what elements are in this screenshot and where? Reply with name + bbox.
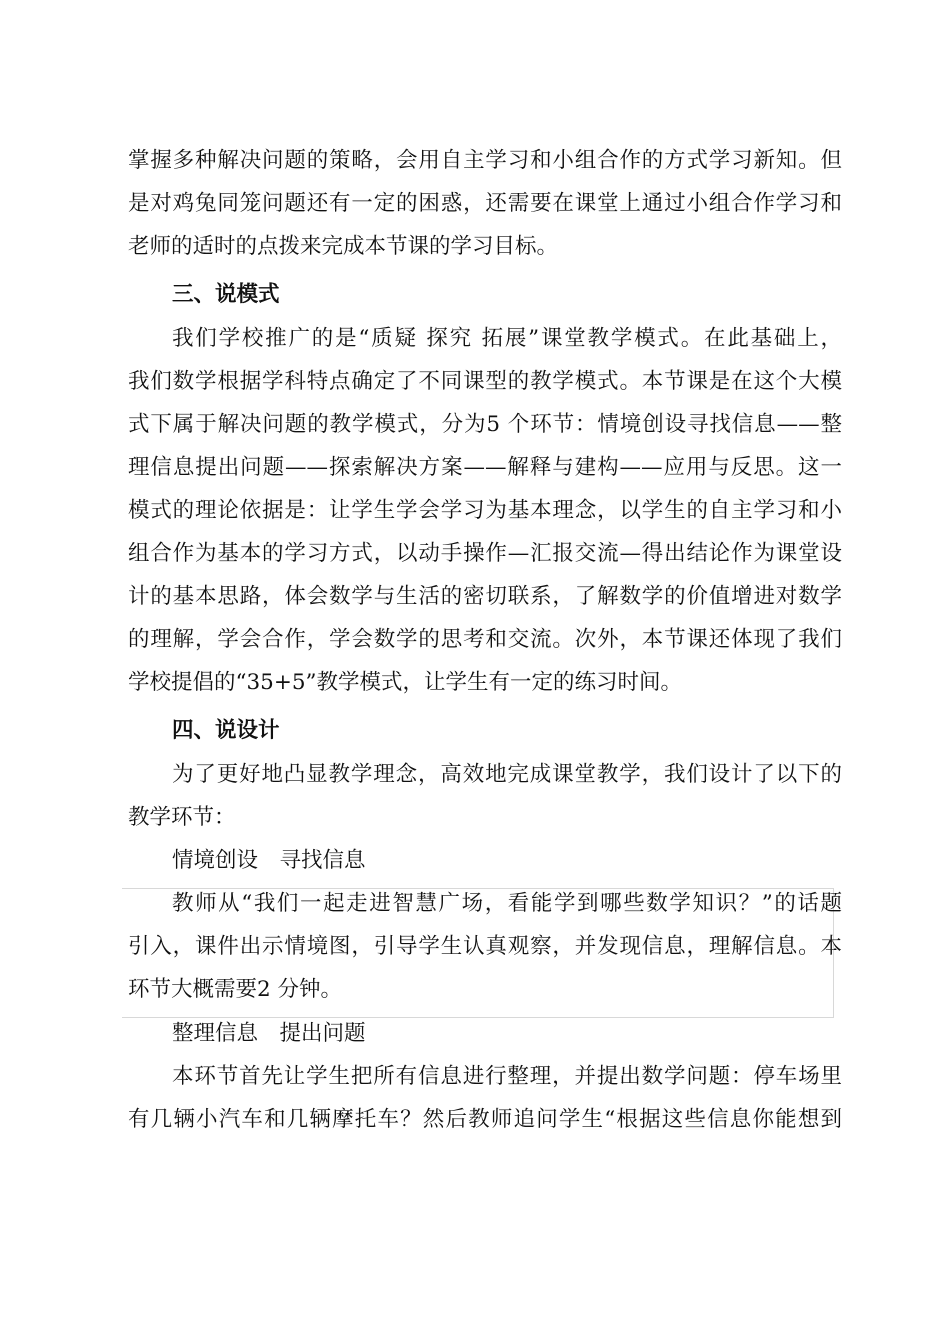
- section-heading-mode: 三、说模式: [172, 282, 280, 307]
- paragraph-line: 引入，课件出示情境图，引导学生认真观察，并发现信息，理解信息。本: [128, 934, 842, 959]
- section-heading-design: 四、说设计: [172, 718, 280, 743]
- paragraph-line: 本环节首先让学生把所有信息进行整理，并提出数学问题：停车场里: [172, 1064, 842, 1089]
- paragraph-line: 是对鸡兔同笼问题还有一定的困惑，还需要在课堂上通过小组合作学习和: [128, 191, 842, 216]
- paragraph-line: 式下属于解决问题的教学模式，分为5 个环节：情境创设寻找信息——整: [128, 412, 842, 437]
- paragraph-line: 环节大概需要2 分钟。: [128, 977, 343, 1002]
- paragraph-line: 学校提倡的“35+5”教学模式，让学生有一定的练习时间。: [128, 670, 683, 695]
- paragraph-line: 有几辆小汽车和几辆摩托车？然后教师追问学生“根据这些信息你能想到: [128, 1107, 842, 1132]
- paragraph-line: 教师从“我们一起走进智慧广场，看能学到哪些数学知识？”的话题: [172, 891, 842, 916]
- paragraph-line: 教学环节：: [128, 805, 236, 830]
- paragraph-line: 计的基本思路，体会数学与生活的密切联系，了解数学的价值增进对数学: [128, 584, 842, 609]
- paragraph-line: 我们学校推广的是“质疑 探究 拓展”课堂教学模式。在此基础上，: [172, 326, 842, 351]
- step-title-situation: 情境创设 寻找信息: [172, 848, 366, 873]
- paragraph-line: 为了更好地凸显教学理念，高效地完成课堂教学，我们设计了以下的: [172, 762, 842, 787]
- paragraph-line: 老师的适时的点拨来完成本节课的学习目标。: [128, 234, 559, 259]
- paragraph-line: 理信息提出问题——探索解决方案——解释与建构——应用与反思。这一: [128, 455, 842, 480]
- step-title-organize: 整理信息 提出问题: [172, 1021, 366, 1046]
- paragraph-line: 组合作为基本的学习方式，以动手操作—汇报交流—得出结论作为课堂设: [128, 541, 842, 566]
- paragraph-line: 模式的理论依据是：让学生学会学习为基本理念，以学生的自主学习和小: [128, 498, 842, 523]
- paragraph-line: 掌握多种解决问题的策略，会用自主学习和小组合作的方式学习新知。但: [128, 148, 842, 173]
- paragraph-line: 的理解，学会合作，学会数学的思考和交流。次外，本节课还体现了我们: [128, 627, 842, 652]
- paragraph-line: 我们数学根据学科特点确定了不同课型的教学模式。本节课是在这个大模: [128, 369, 842, 394]
